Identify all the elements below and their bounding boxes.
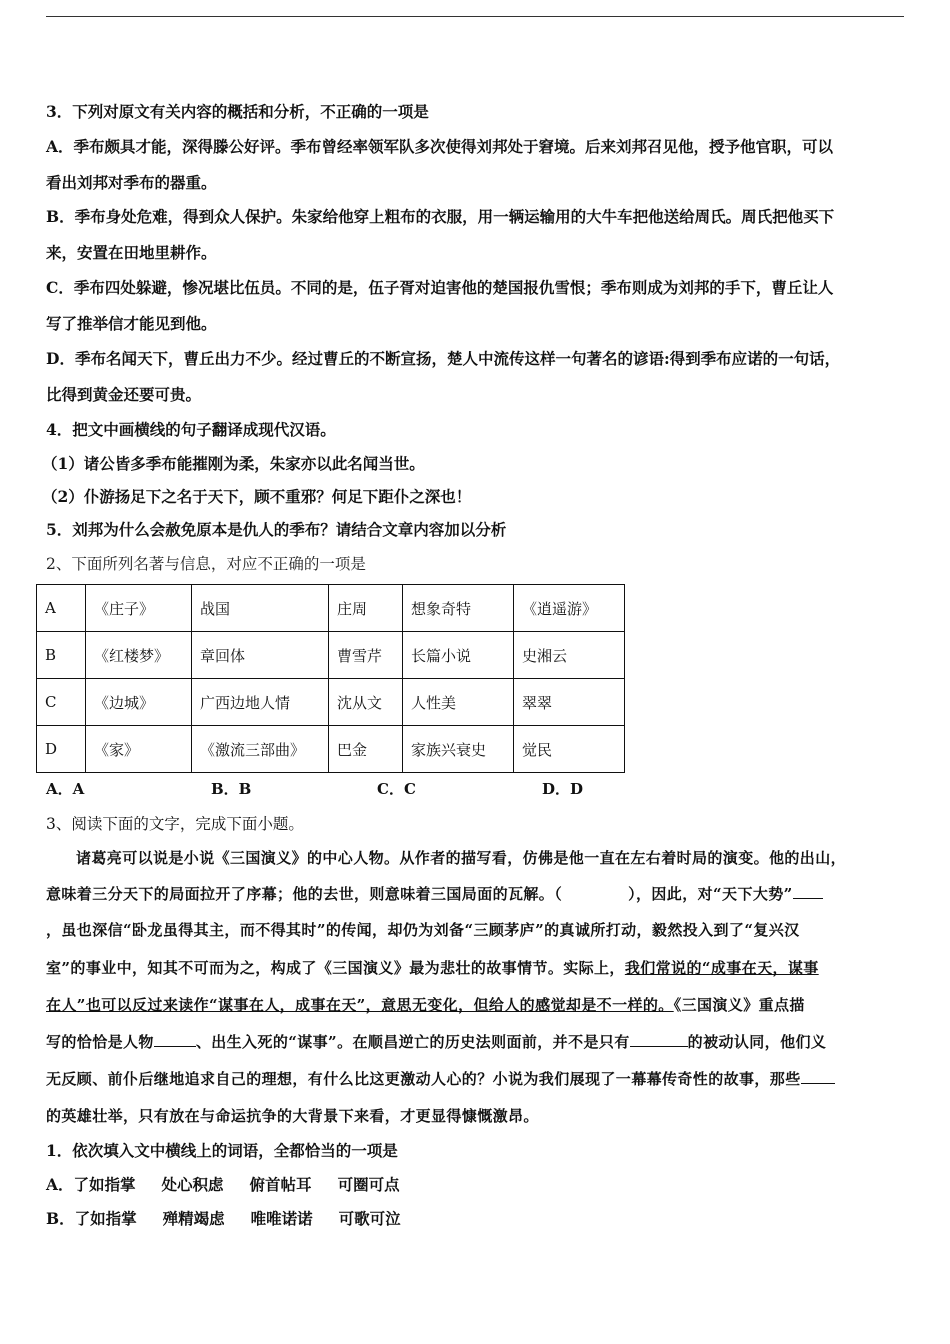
option-term: 可歌可泣 xyxy=(338,1209,401,1228)
q3-option-c-cont: 写了推举信才能见到他。 xyxy=(46,314,217,333)
part2-stem: 2、下面所列名著与信息，对应不正确的一项是 xyxy=(46,555,366,573)
passage-line-2 xyxy=(46,883,823,905)
passage-line-6 xyxy=(46,1031,826,1053)
table-row xyxy=(37,585,625,632)
passage-line-7 xyxy=(46,1068,835,1090)
table-cell: C xyxy=(37,679,86,726)
table-cell: 战国 xyxy=(192,585,329,632)
table-cell: B xyxy=(37,632,86,679)
passage-text: 意味着三分天下的局面拉开了序幕；他的去世，则意味着三国局面的瓦解。（ xyxy=(46,885,563,903)
option-term: A．了如指掌 xyxy=(46,1175,136,1194)
table-row xyxy=(37,679,625,726)
q3-stem: 3．下列对原文有关内容的概括和分析，不正确的一项是 xyxy=(46,102,429,121)
q3-option-c: C．季布四处躲避，惨况堪比伍员。不同的是，伍子胥对迫害他的楚国报仇雪恨；季布则成为刘邦的手下，曹丘让人 xyxy=(46,278,834,297)
table-cell: 广西边地人情 xyxy=(192,679,329,726)
works-table xyxy=(36,584,625,773)
table-cell: D xyxy=(37,726,86,773)
table-cell: 《家》 xyxy=(86,726,192,773)
q3-option-a-cont: 看出刘邦对季布的器重。 xyxy=(46,173,217,192)
table-cell: 沈从文 xyxy=(329,679,403,726)
q3-option-d: D．季布名闻天下，曹丘出力不少。经过曹丘的不断宣扬，楚人中流传这样一句著名的谚语:得到季布应诺的一句话， xyxy=(46,349,841,368)
table-cell: 家族兴衰史 xyxy=(403,726,514,773)
passage-line-1: 诸葛亮可以说是小说《三国演义》的中心人物。从作者的描写看，仿佛是他一直在左右着时局的演变。他的出山， xyxy=(76,849,847,867)
passage-text: ），因此，对“天下大势” xyxy=(628,885,793,903)
q4-sentence-2: （2）仆游扬足下之名于天下，顾不重邪？何足下距仆之深也！ xyxy=(42,487,472,506)
part2-option-a: A．A xyxy=(46,780,85,798)
passage-line-8: 的英雄壮举，只有放在与命运抗争的大背景下来看，才更显得慷慨激昂。 xyxy=(46,1107,539,1125)
fill-blank[interactable] xyxy=(793,884,823,899)
option-term: 俯首帖耳 xyxy=(249,1175,312,1194)
table-cell: 史湘云 xyxy=(514,632,625,679)
table-cell: A xyxy=(37,585,86,632)
part2-option-d: D．D xyxy=(542,780,584,798)
q4-sentence-1: （1）诸公皆多季布能摧刚为柔，朱家亦以此名闻当世。 xyxy=(42,454,425,473)
table-row xyxy=(37,632,625,679)
fill-blank[interactable] xyxy=(801,1069,835,1084)
passage-text: 、出生入死的“谋事”。在顺昌逆亡的历史法则面前，并不是只有 xyxy=(195,1033,630,1051)
passage-text: 写的恰恰是人物 xyxy=(46,1033,154,1051)
underlined-sentence: 我们常说的“成事在天，谋事 xyxy=(624,959,819,977)
passage-text: 室”的事业中，知其不可而为之，构成了《三国演义》最为悲壮的故事情节。实际上， xyxy=(46,959,625,977)
table-cell: 《边城》 xyxy=(86,679,192,726)
passage-text: 《三国演义》重点描 xyxy=(673,996,805,1014)
option-term: 唯唯诺诺 xyxy=(250,1209,313,1228)
table-cell: 庄周 xyxy=(329,585,403,632)
passage-line-4 xyxy=(46,957,819,979)
part2-option-c: C．C xyxy=(377,780,416,798)
passage-text: 的被动认同，他们义 xyxy=(687,1033,827,1051)
table-cell: 《激流三部曲》 xyxy=(192,726,329,773)
q3-option-b: B．季布身处危难，得到众人保护。朱家给他穿上粗布的衣服，用一辆运输用的大牛车把他送给周氏。周氏把他买下 xyxy=(46,207,835,226)
option-term: 处心积虑 xyxy=(161,1175,224,1194)
table-cell: 章回体 xyxy=(192,632,329,679)
q1-option-a xyxy=(46,1174,400,1196)
table-cell: 《逍遥游》 xyxy=(514,585,625,632)
underlined-sentence: 在人”也可以反过来读作“谋事在人，成事在天”，意思无变化，但给人的感觉却是不一样的。 xyxy=(46,996,674,1014)
part3-stem: 3、阅读下面的文字，完成下面小题。 xyxy=(46,815,304,833)
table-cell: 想象奇特 xyxy=(403,585,514,632)
passage-line-5 xyxy=(46,994,805,1016)
table-cell: 长篇小说 xyxy=(403,632,514,679)
table-cell: 翠翠 xyxy=(514,679,625,726)
table-row xyxy=(37,726,625,773)
fill-blank[interactable] xyxy=(630,1032,688,1047)
passage-text: 无反顾、前仆后继地追求自己的理想，有什么比这更激动人心的？小说为我们展现了一幕幕传奇性的故事，那些 xyxy=(46,1070,801,1088)
q5-stem: 5．刘邦为什么会赦免原本是仇人的季布？请结合文章内容加以分析 xyxy=(46,520,507,539)
option-term: 殚精竭虑 xyxy=(162,1209,225,1228)
q1-stem: 1．依次填入文中横线上的词语，全都恰当的一项是 xyxy=(46,1141,398,1160)
table-cell: 巴金 xyxy=(329,726,403,773)
option-term: B．了如指掌 xyxy=(46,1209,137,1228)
table-cell: 人性美 xyxy=(403,679,514,726)
q3-option-b-cont: 来，安置在田地里耕作。 xyxy=(46,243,217,262)
option-term: 可圈可点 xyxy=(337,1175,400,1194)
q1-option-b xyxy=(46,1208,401,1230)
q4-stem: 4．把文中画横线的句子翻译成现代汉语。 xyxy=(46,420,336,439)
table-cell: 《庄子》 xyxy=(86,585,192,632)
header-rule xyxy=(46,16,904,17)
passage-line-3: ，虽也深信“卧龙虽得其主，而不得其时”的传闻，却仍为刘备“三顾茅庐”的真诚所打动，毅然投入到了“复兴汉 xyxy=(46,921,800,939)
fill-blank[interactable] xyxy=(154,1032,196,1047)
q3-option-a: A．季布颇具才能，深得滕公好评。季布曾经率领军队多次使得刘邦处于窘境。后来刘邦召见他，授予他官职，可以 xyxy=(46,137,834,156)
table-cell: 觉民 xyxy=(514,726,625,773)
part2-option-b: B．B xyxy=(211,780,252,798)
table-cell: 《红楼梦》 xyxy=(86,632,192,679)
q3-option-d-cont: 比得到黄金还要可贵。 xyxy=(46,385,202,404)
table-cell: 曹雪芹 xyxy=(329,632,403,679)
